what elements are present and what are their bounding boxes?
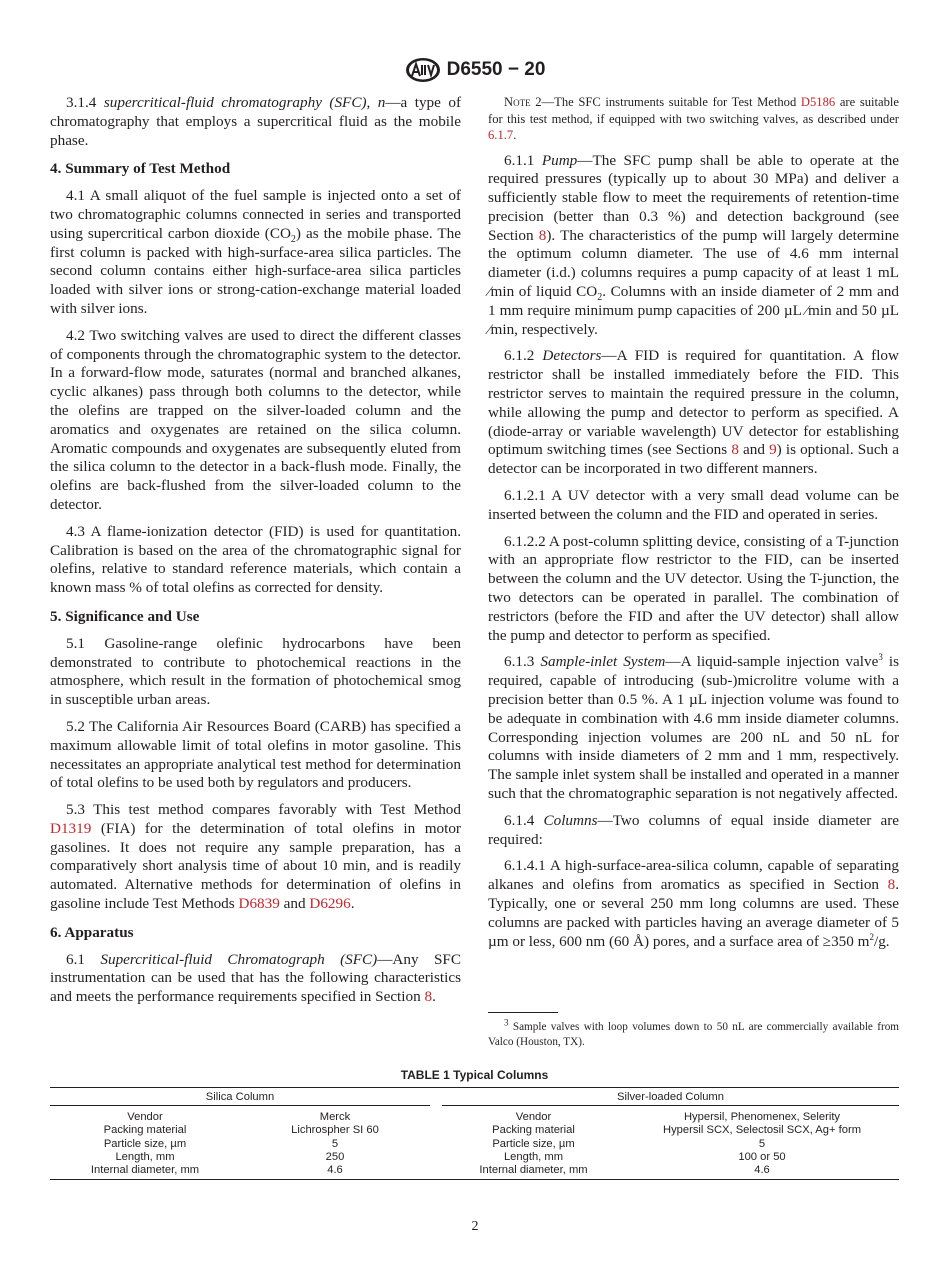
table-row: Length, mm 250 Length, mm 100 or 50 <box>115 1150 786 1163</box>
section-6-1: 6.1 Supercritical-fluid Chromatograph (SFC)—Any SFC instrumentation can be used that has the following characteristics and meets the performance requirements specified in Section 8. <box>50 950 461 1006</box>
section-4-3: 4.3 A flame-ionization detector (FID) is used for quantitation. Calibration is based on the area of the chromatographic signal for olefins, relative to standard reference materials, which contain a known mass % of total olefins as corrected for density. <box>50 522 461 597</box>
right-column <box>488 94 899 959</box>
page-header <box>0 56 950 84</box>
footnote-divider <box>488 1012 558 1013</box>
section-6-1-3: 6.1.3 Sample-inlet System—A liquid-sample injection valve$^3$ is required, capable of introducing (sub-)microlitre volume with a precision better than 0.5 %. A 1 µL injection volume was found to be adequate in combination with 4.6 mm inside diameter columns. Corresponding injection volumes are 200 nL and 50 nL for columns with inside diameters of 2 mm and 1 mm, respectively. The sample inlet system shall be installed and operated in a manner such that the chromatographic separation is not negatively affected. <box>488 652 899 802</box>
section-5-3: 5.3 This test method compares favorably with Test Method D1319 (FIA) for the determination of total olefins in motor gasolines. It does not require any sample preparation, has a comparatively short analysis time of about 10 min, and is readily automated. Alternative methods for determination of olefins in gasoline include Test Methods D6839 and D6296. <box>50 801 461 913</box>
table-row: Packing material Lichrospher SI 60 Packing material Hypersil SCX, Selectosil SCX, Ag+ form <box>103 1124 862 1137</box>
section-6-1-2: 6.1.2 Detectors—A FID is required for quantitation. A flow restrictor shall be installed immediately before the FID. This restrictor serves to maintain the required pressure in the column, while allowing the pump and detector to perform as specified. A (diode-array or variable wavelength) UV detector for establishing optimum switching times (see Sections 8 and 9) is optional. Such a detector can be incorporated in two different manners. <box>488 347 900 478</box>
link-d6296[interactable]: D6296 <box>309 895 351 913</box>
section-6-1-2-1: 6.1.2.1 A UV detector with a very small dead volume can be inserted between the column and the FID and operated in series. <box>488 487 899 523</box>
section-6-1-4-1: 6.1.4.1 A high-surface-area-silica column, capable of separating alkanes and olefins from aromatics as specified in Section 8. Typically, one or several 250 mm long columns are used. These columns are packed with particles having an average diameter of 5 µm or less, 600 nm (60 Å) pores, and a surface area of ≥350 $m^2/g$. <box>488 857 899 950</box>
link-d1319[interactable]: D1319 <box>50 819 92 837</box>
note-2: Note 2—The SFC instruments suitable for Test Method D5186 are suitable for this test method, if equipped with two switching valves, as described under 6.1.7. <box>488 95 900 142</box>
section-6-1-4: 6.1.4 Columns—Two columns of equal inside diameter are required: <box>488 811 900 848</box>
link-section-9[interactable]: 9 <box>769 441 777 459</box>
section-5-2: 5.2 The California Air Resources Board (CARB) has specified a maximum allowable limit of total olefins in motor gasoline. This necessitates an appropriate analytical test method for determination of total olefins to be used both by regulators and producers. <box>50 717 461 792</box>
section-4-2: 4.2 Two switching valves are used to direct the different classes of components through the chromatographic system to the detector. In a forward-flow mode, saturates (normal and branched alkanes, cyclic alkanes) pass through both columns to the detector, while the olefins are trapped on the silver-loaded column and the aromatics and oxygenates are retained on the silica column. Aromatic compounds and oxygenates are subsequently eluted from the silica column to the detector in a back-flush mode. Finally, the olefins are back-flushed from the silver-loaded column to the detector. <box>50 326 461 513</box>
section-4-1: 4.1 A small aliquot of the fuel sample is injected onto a set of two chromatographic columns connected in series and transported using supercritical carbon dioxide $(CO_2)$ as the mobile phase. The first column is packed with high-surface-area silica particles. The second column contains either high-surface-area silica particles loaded with silver ions or strong-cation-exchange material loaded with silver ions. <box>50 187 461 317</box>
footnote-3: $^3$ Sample valves with loop volumes down to 50 nL are commercially available from Valco (Houston, TX). <box>488 1017 899 1048</box>
heading-summary: 4. Summary of Test Method <box>50 160 231 178</box>
astm-logo-icon <box>405 57 441 83</box>
page-number: 2 <box>471 1219 479 1234</box>
link-section-8[interactable]: 8 <box>538 226 547 244</box>
link-section-8[interactable]: 8 <box>731 441 739 459</box>
table-row: Internal diameter, mm 4.6 Internal diameter, mm 4.6 <box>50 1164 899 1180</box>
table-row: Vendor Merck Vendor Hypersil, Phenomenex, Selerity <box>127 1111 841 1123</box>
heading-apparatus: 6. Apparatus <box>50 923 134 941</box>
section-3-1-4: 3.1.4 supercritical-fluid chromatography (SFC), n—a type of chromatography that employs a supercritical fluid as the mobile phase. <box>50 94 462 149</box>
section-6-1-1: 6.1.1 Pump—The SFC pump shall be able to operate at the required pressures (typically up to about 30 MPa) and deliver a sufficiently stable flow to meet the requirements of retention-time precision (better than 0.3 %) and detection background (see Section 8). The characteristics of the pump will largely determine the optimum column diameter. The use of 4.6 mm internal diameter (i.d.) columns requires a pump capacity of at least 1 mL ⁄min of liquid $CO_2$. Columns with an inside diameter of 2 mm and 1 mm require minimum pump capacities of 200 µL ⁄min and 50 µL ⁄min, respectively. <box>488 151 900 338</box>
left-column <box>50 94 461 1015</box>
footnote-ref: 3 <box>878 652 883 663</box>
table-group-silica: Silica Column <box>50 1088 430 1106</box>
table <box>50 1087 899 1180</box>
link-d6839[interactable]: D6839 <box>238 895 280 913</box>
table-row: Particle size, µm 5 Particle size, µm 5 <box>103 1137 766 1150</box>
table-group-silver: Silver-loaded Column <box>442 1088 899 1106</box>
table-title: TABLE 1 Typical Columns <box>400 1068 549 1082</box>
link-section-8[interactable]: 8 <box>887 876 896 894</box>
typical-columns-table <box>50 1068 899 1180</box>
section-5-1: 5.1 Gasoline-range olefinic hydrocarbons have been demonstrated to contribute to photochemical reactions in the atmosphere, which result in the formation of photochemical smog in susceptible urban areas. <box>50 634 461 709</box>
link-d5186[interactable]: D5186 <box>800 95 836 109</box>
link-section-8[interactable]: 8 <box>424 988 433 1006</box>
section-6-1-2-2: 6.1.2.2 A post-column splitting device, consisting of a T-junction with an appropriate flow restrictor to the FID, can be inserted between the column and the UV detector. Using the T-junction, the two detectors can be operated in parallel. The combination of restrictors (before the FID and after the UV detector) shall allow the pump and detector to perform as specified. <box>488 532 899 644</box>
heading-significance: 5. Significance and Use <box>50 607 200 625</box>
document-id: D6550 − 20 <box>446 59 546 80</box>
link-6-1-7[interactable]: 6.1.7 <box>488 128 514 142</box>
